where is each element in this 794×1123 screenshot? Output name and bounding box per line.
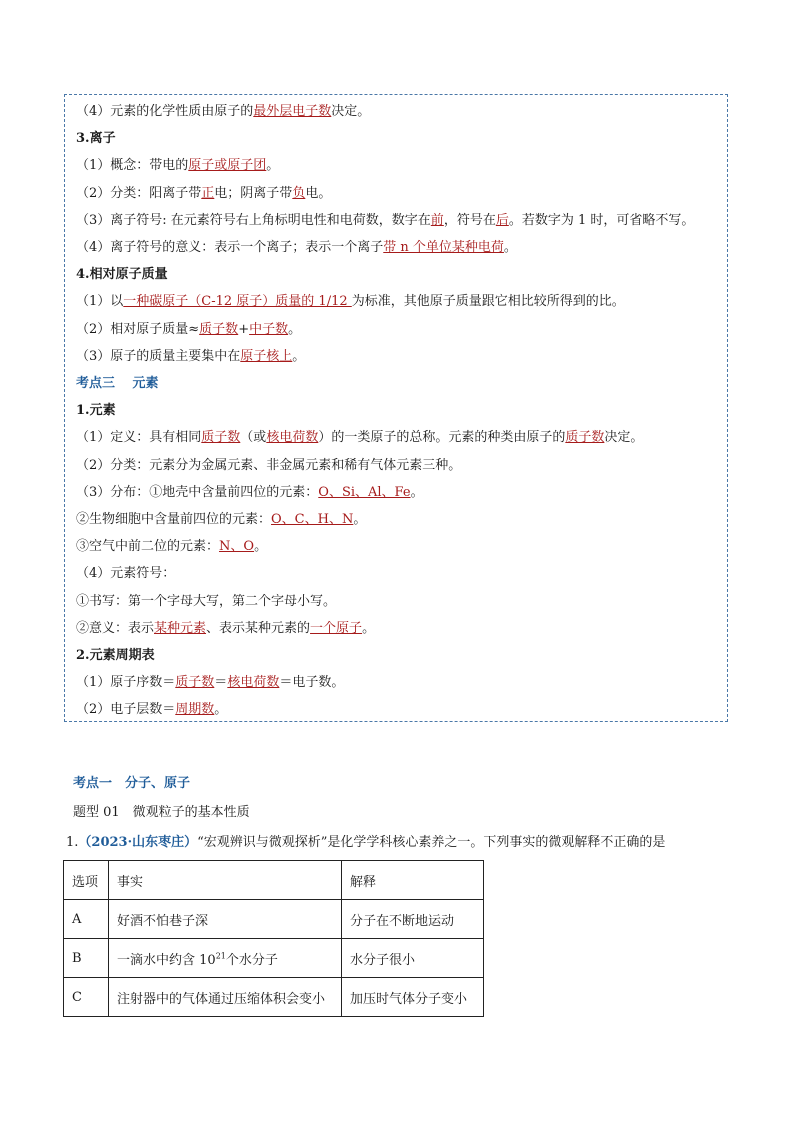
subheading: 3.离子 bbox=[76, 131, 116, 147]
line: （4）元素的化学性质由原子的最外层电子数决定。 bbox=[76, 104, 371, 119]
answer-blank: 正 bbox=[201, 185, 215, 201]
section-title: 考点一 分子、原子 bbox=[73, 776, 191, 791]
answer-blank: 后 bbox=[495, 212, 509, 228]
question-stem: 1.（2023·山东枣庄）“宏观辨识与微观探析”是化学学科核心素养之一。下列事实的微观解释不正确的是 bbox=[66, 835, 666, 850]
subheading: 2.元素周期表 bbox=[76, 648, 155, 664]
exponent: 21 bbox=[215, 951, 226, 961]
section-heading: 考点三 元素 bbox=[76, 376, 159, 392]
header-cell: 选项 bbox=[64, 861, 109, 900]
answer-blank: 最外层电子数 bbox=[253, 104, 332, 119]
line: （1）原子序数＝质子数＝核电荷数＝电子数。 bbox=[76, 675, 345, 691]
line: （2）相对原子质量≈质子数+中子数。 bbox=[76, 321, 302, 337]
line: （2）电子层数＝周期数。 bbox=[76, 702, 228, 718]
explanation-cell: 分子在不断地运动 bbox=[342, 900, 484, 939]
line: （2）分类：元素分为金属元素、非金属元素和稀有气体元素三种。 bbox=[76, 457, 462, 473]
answer-blank: O、Si、Al、Fe bbox=[318, 484, 411, 500]
answer-blank: 质子数 bbox=[565, 430, 605, 446]
header-cell: 事实 bbox=[109, 861, 342, 900]
answer-blank: 一种碳原子（C-12 原子）质量的 1/12 bbox=[123, 294, 352, 310]
answer-blank: 中子数 bbox=[249, 321, 289, 337]
answer-blank: 质子数 bbox=[199, 321, 239, 337]
line: ③空气中前二位的元素：N、O。 bbox=[76, 539, 268, 555]
line: （1）概念：带电的原子或原子团。 bbox=[76, 158, 280, 174]
option-cell: A bbox=[64, 900, 109, 939]
fact-cell: 注射器中的气体通过压缩体积会变小 bbox=[109, 978, 342, 1017]
knowledge-summary-box bbox=[64, 94, 728, 722]
line: ①书写：第一个字母大写，第二个字母小写。 bbox=[76, 593, 337, 609]
explanation-cell: 水分子很小 bbox=[342, 939, 484, 978]
line: （1）定义：具有相同质子数（或核电荷数）的一类原子的总称。元素的种类由原子的质子数决定。 bbox=[76, 430, 644, 446]
line: （4）元素符号： bbox=[76, 566, 176, 582]
answer-blank: 周期数 bbox=[175, 702, 215, 718]
answer-blank: 前 bbox=[430, 212, 444, 228]
option-cell: B bbox=[64, 939, 109, 978]
options-table bbox=[63, 860, 484, 1017]
table-row bbox=[64, 900, 484, 939]
answer-blank: 带 n 个单位某种电荷 bbox=[383, 240, 504, 256]
fact-cell: 好酒不怕巷子深 bbox=[109, 900, 342, 939]
line: （4）离子符号的意义：表示一个离子；表示一个离子带 n 个单位某种电荷。 bbox=[76, 240, 517, 256]
header-cell: 解释 bbox=[342, 861, 484, 900]
line: ②生物细胞中含量前四位的元素：O、C、H、N。 bbox=[76, 512, 367, 528]
line: （2）分类：阳离子带正电；阴离子带负电。 bbox=[76, 185, 332, 201]
table-header-row bbox=[64, 861, 484, 900]
line: （1）以一种碳原子（C-12 原子）质量的 1/12 为标准，其他原子质量跟它相比较所得到的比。 bbox=[76, 294, 625, 310]
line: ②意义：表示某种元素、表示某种元素的一个原子。 bbox=[76, 620, 376, 636]
answer-blank: 原子核上 bbox=[240, 348, 293, 364]
option-cell: C bbox=[64, 978, 109, 1017]
line: （3）原子的质量主要集中在原子核上。 bbox=[76, 348, 306, 364]
table-row bbox=[64, 978, 484, 1017]
question-source: （2023·山东枣庄） bbox=[78, 835, 198, 850]
table-row bbox=[64, 939, 484, 978]
line: （3）离子符号: 在元素符号右上角标明电性和电荷数，数字在前，符号在后。若数字为 1 时，可省略不写。 bbox=[76, 212, 695, 228]
answer-blank: N、O bbox=[219, 539, 255, 555]
answer-blank: 负 bbox=[292, 185, 306, 201]
answer-blank: 原子或原子团 bbox=[188, 158, 267, 174]
answer-blank: 质子数 bbox=[201, 430, 241, 446]
explanation-cell: 加压时气体分子变小 bbox=[342, 978, 484, 1017]
answer-blank: 核电荷数 bbox=[266, 430, 319, 446]
line: （3）分布：①地壳中含量前四位的元素：O、Si、Al、Fe。 bbox=[76, 484, 424, 500]
fact-cell: 一滴水中约含 $10^{21}$个水分子 bbox=[109, 939, 342, 978]
answer-blank: 质子数 bbox=[175, 675, 215, 691]
subheading: 1.元素 bbox=[76, 403, 116, 419]
subheading: 4.相对原子质量 bbox=[76, 267, 168, 283]
answer-blank: 核电荷数 bbox=[227, 675, 280, 691]
answer-blank: O、C、H、N bbox=[271, 512, 354, 528]
answer-blank: 某种元素 bbox=[154, 620, 207, 636]
question-type-title: 题型 01 微观粒子的基本性质 bbox=[73, 805, 250, 820]
answer-blank: 一个原子 bbox=[310, 620, 363, 636]
